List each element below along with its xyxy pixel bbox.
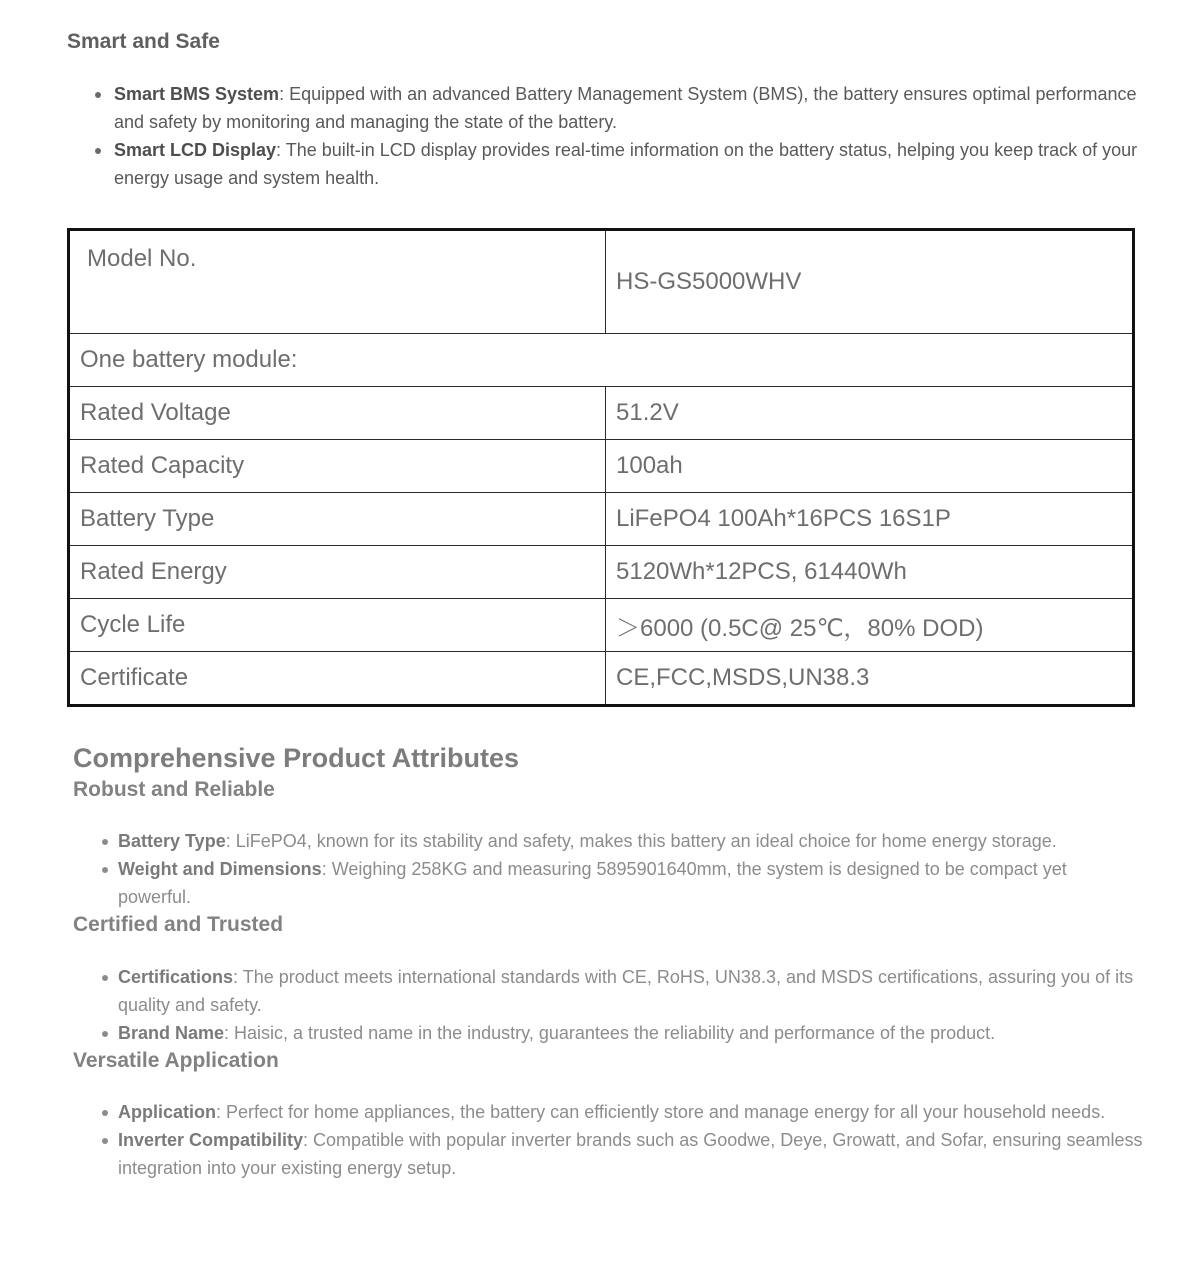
table-row-model — [69, 230, 1134, 334]
list-item-battery-type — [73, 827, 1143, 855]
table-row — [69, 387, 1134, 440]
spec-label-cell: Cycle Life — [69, 599, 606, 652]
smart-safe-list — [67, 80, 1142, 192]
spec-label-cell: Battery Type — [69, 493, 606, 546]
certified-list — [73, 963, 1143, 1047]
list-item-application — [73, 1098, 1143, 1126]
spec-value-cell: 5120Wh*12PCS, 61440Wh — [606, 546, 1134, 599]
certified-heading: Certified and Trusted — [73, 913, 284, 936]
spec-value-cell: LiFePO4 100Ah*16PCS 16S1P — [606, 493, 1134, 546]
robust-heading: Robust and Reliable — [73, 778, 275, 801]
section-heading-smart-safe: Smart and Safe — [67, 30, 220, 53]
spec-value-cell: CE,FCC,MSDS,UN38.3 — [606, 652, 1134, 706]
versatile-heading: Versatile Application — [73, 1049, 279, 1072]
list-item-text: : Perfect for home appliances, the battery can efficiently store and manage energy for all your household needs. — [216, 1102, 1106, 1122]
list-item-term: Weight and Dimensions — [118, 859, 322, 879]
list-item-lcd — [67, 136, 1142, 192]
spec-value-cell: 51.2V — [606, 387, 1134, 440]
list-item-text: : Weighing 258KG and measuring 5895901640mm, the system is designed to be compact yet powerful. — [118, 859, 1067, 907]
table-row — [69, 599, 1134, 652]
list-item-text: : The product meets international standards with CE, RoHS, UN38.3, and MSDS certifications, assuring you of its quality and safety. — [118, 967, 1134, 1015]
list-item-text: : Compatible with popular inverter brands such as Goodwe, Deye, Growatt, and Sofar, ensuring seamless integration into your existing energy setup. — [118, 1130, 1143, 1178]
list-item-certifications — [73, 963, 1143, 1019]
list-item-bms — [67, 80, 1142, 136]
list-item-term: Application — [118, 1102, 216, 1122]
attributes-heading: Comprehensive Product Attributes — [73, 743, 520, 773]
list-item-term: Smart BMS System — [114, 84, 280, 104]
spec-label-cell: Rated Voltage — [69, 387, 606, 440]
list-item-weight-dimensions — [73, 855, 1143, 911]
spec-label-cell: Rated Capacity — [69, 440, 606, 493]
product-attributes-section — [73, 740, 1143, 1182]
smart-and-safe-section — [67, 28, 1142, 192]
spec-value-cell: 100ah — [606, 440, 1134, 493]
list-item-term: Brand Name — [118, 1023, 225, 1043]
model-label-cell: Model No. — [69, 230, 606, 334]
table-row — [69, 493, 1134, 546]
table-row — [69, 652, 1134, 706]
spec-value-cell: ＞6000 (0.5C@ 25℃，80% DOD) — [606, 599, 1134, 652]
list-item-term: Battery Type — [118, 831, 226, 851]
spec-table — [67, 228, 1135, 707]
spec-label-cell: Certificate — [69, 652, 606, 706]
spec-label-cell: Rated Energy — [69, 546, 606, 599]
list-item-term: Inverter Compatibility — [118, 1130, 304, 1150]
list-item-brand-name — [73, 1019, 1143, 1047]
table-row — [69, 546, 1134, 599]
table-row — [69, 440, 1134, 493]
list-item-text: : LiFePO4, known for its stability and safety, makes this battery an ideal choice for home energy storage. — [225, 831, 1057, 851]
list-item-text: : Equipped with an advanced Battery Management System (BMS), the battery ensures optimal performance and safety by monitoring and managing the state of the battery. — [114, 84, 1137, 132]
list-item-term: Certifications — [118, 967, 234, 987]
robust-list — [73, 827, 1143, 911]
model-value-cell: HS-GS5000WHV — [606, 230, 1134, 334]
versatile-list — [73, 1098, 1143, 1182]
list-item-text: : Haisic, a trusted name in the industry, guarantees the reliability and performance of the product. — [224, 1023, 996, 1043]
list-item-inverter-compatibility — [73, 1126, 1143, 1182]
list-item-text: : The built-in LCD display provides real-time information on the battery status, helping you keep track of your energy usage and system health. — [114, 140, 1138, 188]
module-header-cell: One battery module: — [69, 334, 1134, 387]
list-item-term: Smart LCD Display — [114, 140, 277, 160]
table-row-module-header — [69, 334, 1134, 387]
